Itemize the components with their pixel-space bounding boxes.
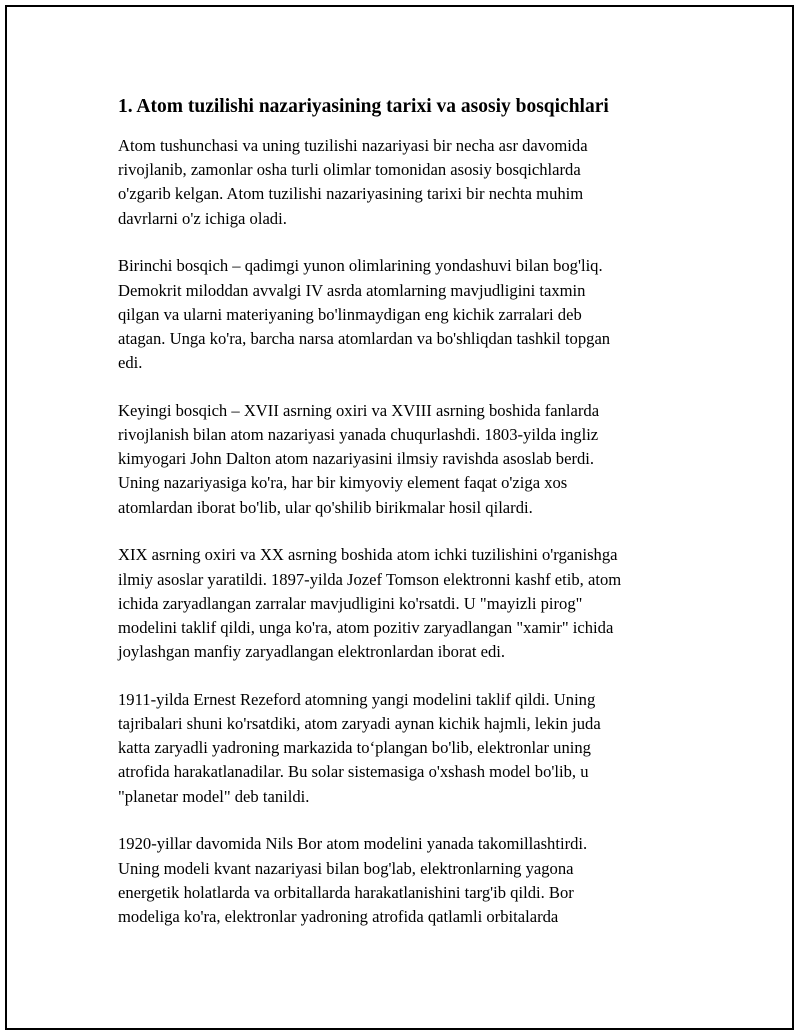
section-heading: 1. Atom tuzilishi nazariyasining tarixi va asosiy bosqichlari xyxy=(118,96,609,117)
paragraph-line: Demokrit miloddan avvalgi IV asrda atomlarning mavjudligini taxmin xyxy=(118,280,586,300)
paragraph-line: atagan. Unga ko'ra, barcha narsa atomlardan va bo'shliqdan tashkil topgan xyxy=(118,328,611,348)
paragraph-line: Uning nazariyasiga ko'ra, har bir kimyoviy element faqat o'ziga xos xyxy=(118,473,568,493)
paragraph-line: 1911-yilda Ernest Rezeford atomning yangi modelini taklif qildi. Uning xyxy=(118,689,596,709)
paragraph-line: davrlarni o'z ichiga oladi. xyxy=(118,208,287,228)
document-body xyxy=(118,93,688,953)
paragraph-line: katta zaryadli yadroning markazida to‘plangan bo'lib, elektronlar uning xyxy=(118,738,591,758)
paragraph-line: qilgan va ularni materiyaning bo'linmaydigan eng kichik zarralari deb xyxy=(118,304,582,324)
paragraph-next-stage xyxy=(118,399,688,520)
paragraph-line: edi. xyxy=(118,353,143,373)
paragraph-line: ilmiy asoslar yaratildi. 1897-yilda Jozef Tomson elektronni kashf etib, atom xyxy=(118,569,622,589)
paragraph-line: ichida zaryadlangan zarralar mavjudligini ko'rsatdi. U "mayizli pirog" xyxy=(118,593,583,613)
paragraph-line: atrofida harakatlanadilar. Bu solar sistemasiga o'xshash model bo'lib, u xyxy=(118,762,589,782)
paragraph-line: Uning modeli kvant nazariyasi bilan bog'lab, elektronlarning yagona xyxy=(118,858,574,878)
paragraph-line: Atom tushunchasi va uning tuzilishi nazariyasi bir necha asr davomida xyxy=(118,136,588,155)
paragraph-line: "planetar model" deb tanildi. xyxy=(118,786,310,806)
paragraph-line: modeliga ko'ra, elektronlar yadroning atrofida qatlamli orbitalarda xyxy=(118,906,559,926)
paragraph-line: atomlardan iborat bo'lib, ular qo'shilib birikmalar hosil qilardi. xyxy=(118,497,533,517)
paragraph-line: modelini taklif qildi, unga ko'ra, atom pozitiv zaryadlangan "xamir" ichida xyxy=(118,617,614,637)
paragraph-line: Birinchi bosqich – qadimgi yunon olimlarining yondashuvi bilan bog'liq. xyxy=(118,256,603,276)
paragraph-line: Keyingi bosqich – XVII asrning oxiri va XVIII asrning boshida fanlarda xyxy=(118,400,600,420)
paragraph-line: rivojlanib, zamonlar osha turli olimlar tomonidan asosiy bosqichlarda xyxy=(118,160,581,180)
paragraph-line: tajribalari shuni ko'rsatdiki, atom zaryadi aynan kichik hajmli, lekin juda xyxy=(118,714,601,734)
paragraph-line: XIX asrning oxiri va XX asrning boshida atom ichki tuzilishini o'rganishga xyxy=(118,545,618,565)
paragraph-line: o'zgarib kelgan. Atom tuzilishi nazariyasining tarixi bir nechta muhim xyxy=(118,184,584,204)
paragraph-line: 1920-yillar davomida Nils Bor atom modelini yanada takomillashtirdi. xyxy=(118,834,588,854)
paragraph-thomson xyxy=(118,543,688,664)
paragraph-first-stage xyxy=(118,254,688,375)
paragraph-line: rivojlanish bilan atom nazariyasi yanada chuqurlashdi. 1803-yilda ingliz xyxy=(118,425,599,445)
paragraph-rutherford xyxy=(118,688,688,809)
paragraph-line: joylashgan manfiy zaryadlangan elektronlardan iborat edi. xyxy=(118,642,506,662)
paragraph-line: kimyogari John Dalton atom nazariyasini ilmsiy ravishda asoslab berdi. xyxy=(118,449,595,469)
paragraph-intro xyxy=(118,134,688,231)
paragraph-bohr xyxy=(118,832,688,929)
paragraph-line: energetik holatlarda va orbitallarda harakatlanishini targ'ib qildi. Bor xyxy=(118,882,574,902)
